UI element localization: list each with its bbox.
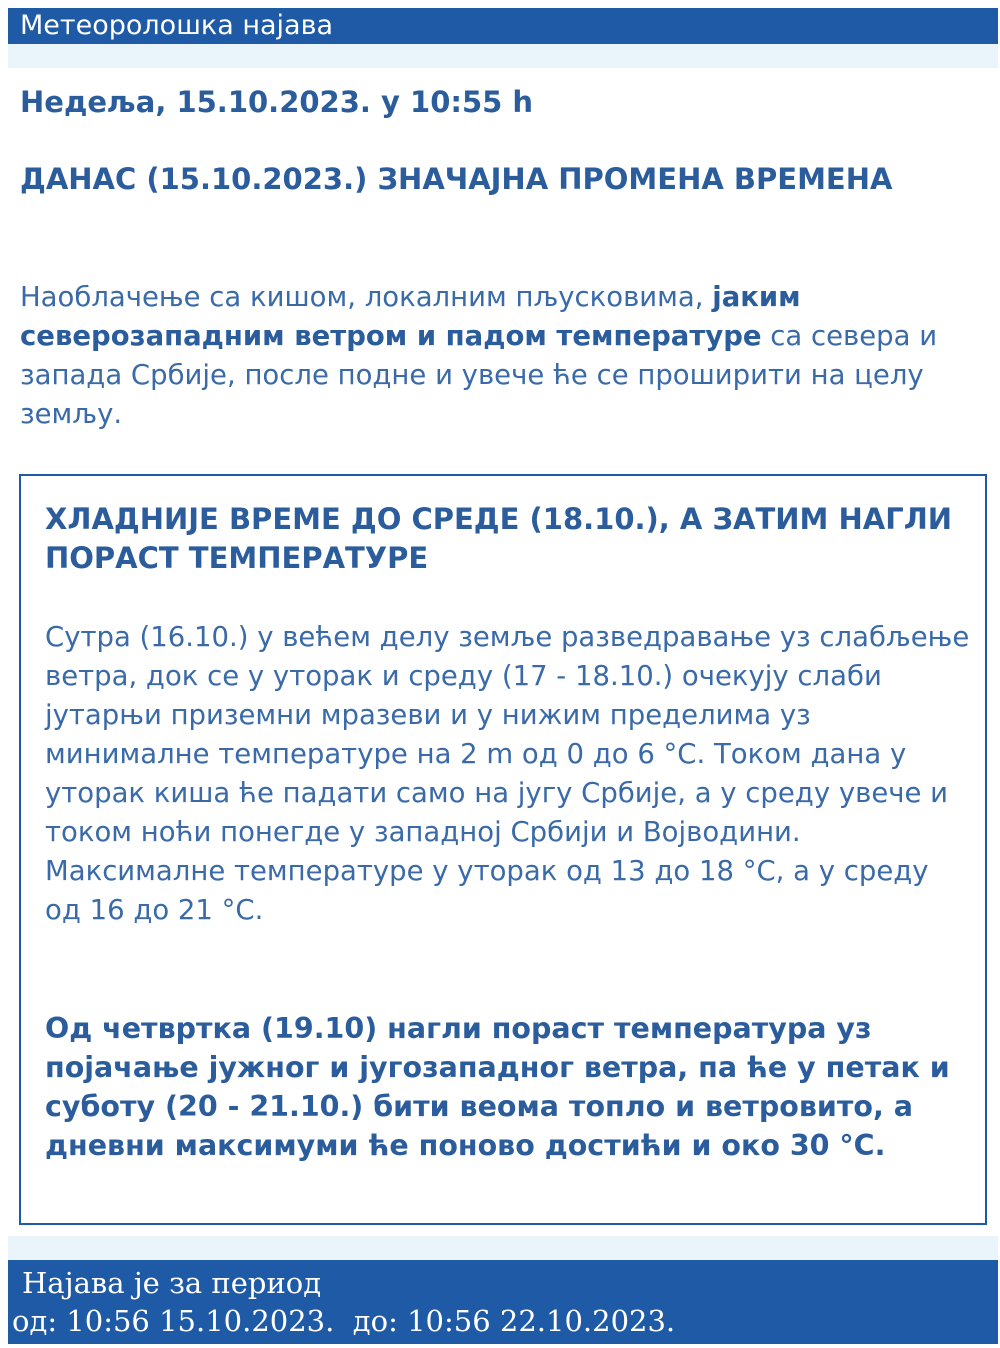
outlook-title: ХЛАДНИЈЕ ВРЕМЕ ДО СРЕДЕ (18.10.), А ЗАТИМ НАГЛИ ПОРАСТ ТЕМПЕРАТУРЕ (45, 502, 953, 575)
validity-footer (8, 1260, 998, 1344)
forecast-header (8, 8, 998, 44)
summary-part2: са севера и запада Србије, после подне и увече ће се проширити на целу земљу. (20, 320, 938, 430)
outlook-highlight: Од четвртка (19.10) нагли пораст температура уз појачање јужног и југозападног ветра, па ће у петак и суботу (20 - 21.10.) бити веома топло и ветровито, а дневни максимуми ће поново достићи и око 30 °C. (45, 1012, 950, 1162)
validity-label: Најава је за период (22, 1266, 322, 1300)
footer-strip (8, 1236, 998, 1260)
summary-bold: јаким северозападним ветром и падом температуре (20, 281, 801, 352)
summary-text (20, 278, 970, 434)
summary-part1: Наоблачење са кишом, локалним пљусковима, (20, 281, 713, 313)
validity-period: од: 10:56 15.10.2023. до: 10:56 22.10.2023. (12, 1304, 676, 1338)
header-title: Метеоролошка најава (20, 10, 334, 41)
issued-date: Недеља, 15.10.2023. у 10:55 h (20, 85, 534, 119)
header-strip (8, 44, 998, 68)
outlook-text: Сутра (16.10.) у већем делу земље разведравање уз слабљење ветра, док се у уторак и среду (17 - 18.10.) очекују слаби јутарњи приземни мразеви и у нижим пределима уз минималне температуре на 2 m од 0 до 6 °C. Током дана у уторак киша ће падати само на југу Србије, а у среду увече и током ноћи понегде у западној Србији и Војводини. Максималне температуре у уторак од 13 до 18 °C, а у среду од 16 до 21 °C. (45, 621, 970, 926)
outlook-box (19, 474, 987, 1225)
alert-title: ДАНАС (15.10.2023.) ЗНАЧАЈНА ПРОМЕНА ВРЕМЕНА (20, 162, 893, 196)
